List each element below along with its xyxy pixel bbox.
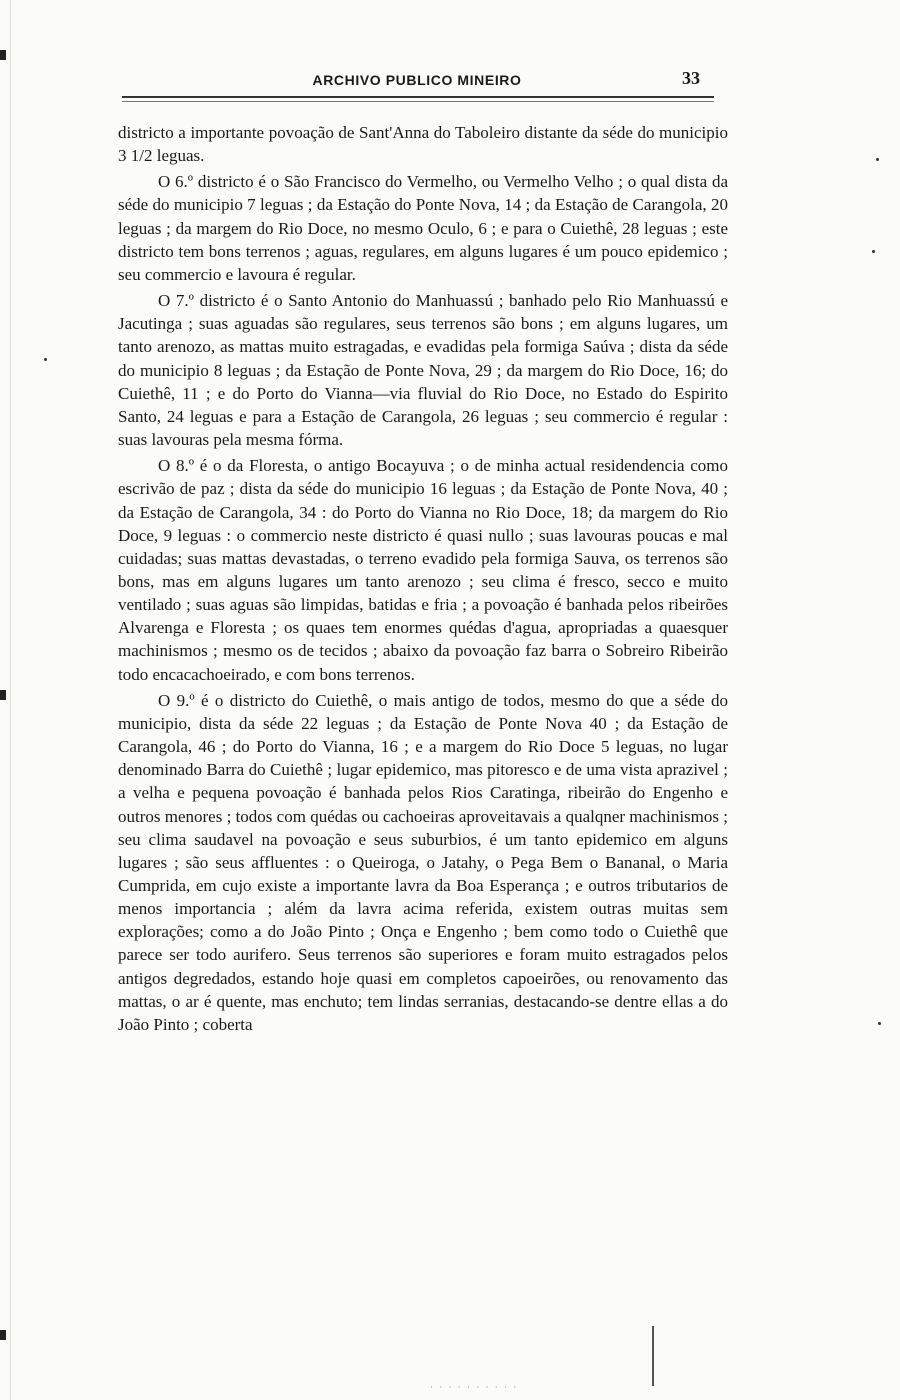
paragraph: O 6.º districto é o São Francisco do Vermelho, ou Vermelho Velho ; o qual dista da séde do municipio 7 leguas ; da Estação do Ponte Nova, 14 ; da Estação de Carangola, 20 leguas ; da margem do Rio Doce, no mesmo Oculo, 6 ; e para o Cuiethê, 28 leguas ; este districto tem bons terrenos ; aguas, regulares, em alguns lugares é um pouco epidemico ; seu commercio e lavoura é regular. (118, 172, 728, 284)
footer-stamp: · · · · · · · · · · (430, 1382, 519, 1392)
page-left-edge (0, 0, 11, 1400)
paragraph: O 7.º districto é o Santo Antonio do Manhuassú ; banhado pelo Rio Manhuassú e Jacutinga ; suas aguadas são regulares, seus terrenos são bons ; em alguns lugares, um tanto arenozo, as mattas muito estragadas, e evadidas pela formiga Saúva ; dista da séde do municipio 8 leguas ; da Estação de Ponte Nova, 29 ; da margem do Rio Doce, 16; do Cuiethê, 11 ; e do Porto do Vianna—via fluvial do Rio Doce, no Estado do Espirito Santo, 24 leguas e para a Estação de Carangola, 26 leguas ; seu commercio é regular : suas lavouras pela mesma fórma. (118, 291, 728, 450)
header-rule-thin (122, 101, 714, 102)
paragraph: O 8.º é o da Floresta, o antigo Bocayuva ; o de minha actual residendencia como escrivão de paz ; dista da séde do municipio 16 leguas ; da Estação de Ponte Nova, 40 ; da Estação de Carangola, 34 : do Porto do Vianna no Rio Doce, 18; da margem do Rio Doce, 9 leguas : o commercio neste districto é quasi nullo ; suas lavouras poucas e mal cuidadas; suas mattas devastadas, o terreno evadido pela formiga Sauva, os terrenos são bons, mas em alguns lugares um tanto arenozo ; seu clima é fresco, secco e muito ventilado ; suas aguas são limpidas, batidas e fria ; a povoação é banhada pelos ribeirões Alvarenga e Floresta ; os quaes tem enormes quédas d'agua, apropriadas a quaesquer machinismos ; mesmo os de tecidos ; abaixo da povoação faz barra o Sobreiro Ribeirão todo encacachoeirado, e com bons terrenos. (118, 456, 728, 684)
binding-mark (0, 50, 6, 60)
page-header (122, 68, 712, 92)
page-number: 33 (682, 68, 700, 88)
running-title: ARCHIVO PUBLICO MINEIRO (312, 72, 522, 88)
ink-speck (876, 158, 879, 161)
paragraph: O 9.º é o districto do Cuiethê, o mais antigo de todos, mesmo do que a séde do municipio, dista da séde 22 leguas ; da Estação de Ponte Nova 40 ; da Estação de Carangola, 46 ; do Porto do Vianna, 16 ; e a margem do Rio Doce 5 leguas, no lugar denominado Barra do Cuiethê ; lugar epidemico, mas pitoresco e de uma vista aprazivel ; a velha e pequena povoação é banhada pelos Rios Caratinga, ribeirão do Engenho e outros menores ; todos com quédas ou cachoeiras aproveitavais a qualqner machinismos ; seu clima saudavel na povoação e seus suburbios, é um tanto epidemico em alguns lugares ; são seus affluentes : o Queiroga, o Jatahy, o Pega Bem o Bananal, o Maria Cumprida, em cujo existe a importante lavra da Boa Esperança ; e outros tributarios de menos importancia ; além da lavra acima referida, existem outras muitas sem explorações; como a do João Pinto ; Onça e Engenho ; bem como todo o Cuiethê que parece ser todo aurifero. Seus terrenos são superiores e foram muito estragados pelos antigos degredados, estando hoje quasi em completos capoeirões, ou renovamento das mattas, o ar é quente, mas enchuto; tem lindas serranias, destacando-se dentre ellas a do João Pinto ; coberta (118, 690, 728, 1034)
header-rule (122, 96, 714, 98)
body-text (118, 121, 728, 1039)
binding-mark (0, 690, 6, 700)
ink-speck (878, 1022, 881, 1025)
paragraph: districto a importante povoação de Sant'Anna do Taboleiro distante da séde do municipio 3 1/2 leguas. (118, 123, 728, 166)
ink-speck (44, 358, 47, 361)
margin-line (652, 1326, 654, 1386)
binding-mark (0, 1330, 6, 1340)
ink-speck (872, 250, 875, 253)
